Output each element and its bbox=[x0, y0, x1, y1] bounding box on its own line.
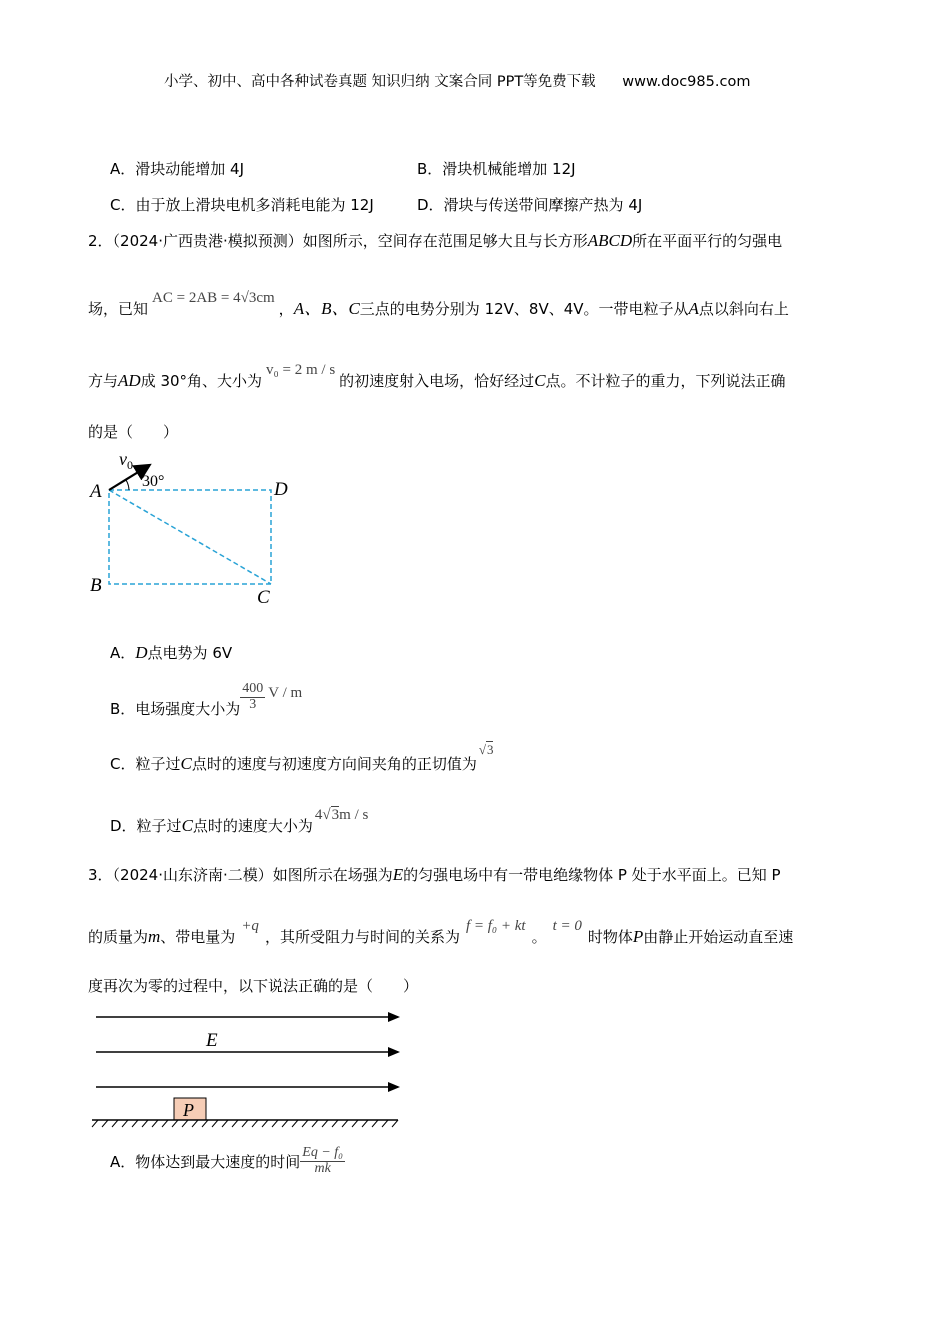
q2-line-1: 2．（2024·广西贵港·模拟预测）如图所示，空间存在范围足够大且与长方形ABCD所在平面平行的匀强电 bbox=[88, 231, 783, 250]
formula-charge: +q bbox=[241, 918, 259, 934]
label-e: E bbox=[206, 1030, 218, 1051]
label-c: C bbox=[257, 587, 270, 608]
q1-option-c: C．由于放上滑块电机多消耗电能为 12J bbox=[110, 196, 374, 214]
angle-arc bbox=[126, 480, 129, 490]
label-d: D bbox=[274, 479, 288, 500]
label-b: B bbox=[90, 575, 102, 596]
q3-line-3: 度再次为零的过程中，以下说法正确的是（ ） bbox=[88, 977, 419, 995]
formula-ac: AC = 2AB = 4√3cm bbox=[152, 290, 275, 306]
q2-option-a: A．D点电势为 6V bbox=[110, 643, 233, 662]
formula-t0: t = 0 bbox=[552, 918, 582, 934]
q2-option-b: B．电场强度大小为 $\frac{400}{3}$ V / m bbox=[110, 681, 303, 718]
speed-value: 4√3m / s bbox=[314, 807, 369, 823]
q3-option-a: A．物体达到最大速度的时间 $\frac{\text{Eq − f₀}}{mk}$ bbox=[110, 1145, 344, 1176]
q2-line-4: 的是（ ） bbox=[88, 423, 179, 441]
page-header bbox=[164, 70, 750, 91]
fraction-max-speed-time: $\frac{\text{Eq − f₀}}{mk}$ bbox=[302, 1145, 344, 1176]
formula-v0: v₀ = 2 m / s bbox=[266, 362, 336, 378]
ground-hatch bbox=[92, 1120, 398, 1127]
rectangle-abcd-figure bbox=[84, 448, 304, 608]
q2-line-2: 场，已知AC = 2AB = 4√3cm，A、B、C三点的电势分别为 12V、8V、4V。一带电粒子从A点以斜向右上 bbox=[88, 290, 789, 318]
header-text: 小学、初中、高中各种试卷真题 知识归纳 文案合同 PPT等免费下载 bbox=[164, 74, 596, 90]
label-v0: $v_0$ bbox=[119, 449, 133, 472]
q1-option-d: D．滑块与传送带间摩擦产热为 4J bbox=[417, 196, 643, 214]
fraction-400-3: $\frac{400}{3}$ bbox=[242, 681, 264, 712]
q1-option-b: B．滑块机械能增加 12J bbox=[417, 160, 576, 178]
q2-line-3: 方与AD成 30°角、大小为v₀ = 2 m / s的初速度射入电场，恰好经过C点。不计粒子的重力，下列说法正确 bbox=[88, 362, 786, 390]
label-p: P bbox=[183, 1100, 194, 1120]
electric-field-figure bbox=[88, 1006, 408, 1128]
label-a: A bbox=[90, 481, 102, 502]
label-30deg: 30° bbox=[142, 473, 165, 490]
header-site-link[interactable]: www.doc985.com bbox=[622, 74, 751, 90]
formula-resistance: f = f₀ + kt bbox=[465, 918, 526, 934]
q1-option-a: A．滑块动能增加 4J bbox=[110, 160, 244, 178]
q2-option-d: D．粒子过C点时的速度大小为4√3m / s bbox=[110, 807, 369, 835]
q3-line-1: 3．（2024·山东济南·二模）如图所示在场强为E的匀强电场中有一带电绝缘物体 P 处于水平面上。已知 P bbox=[88, 865, 781, 884]
sqrt-3-value: √3 bbox=[478, 742, 494, 757]
q2-option-c: C．粒子过C点时的速度与初速度方向间夹角的正切值为√3 bbox=[110, 742, 494, 773]
q3-line-2: 的质量为m、带电量为+q，其所受阻力与时间的关系为f = f₀ + kt。t = 0时物体P由静止开始运动直至速 bbox=[88, 918, 794, 946]
diagonal-ac bbox=[109, 490, 271, 584]
